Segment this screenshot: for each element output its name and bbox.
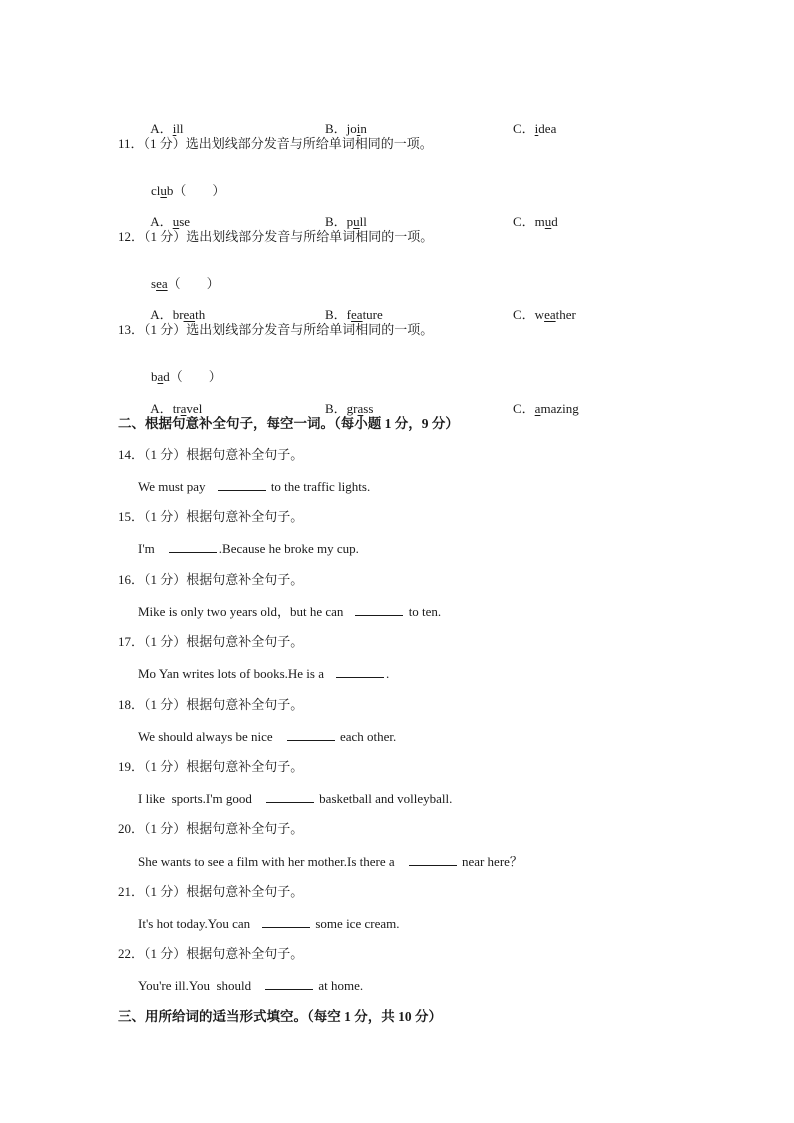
option-underlined: a [357,401,364,416]
sentence-before: We should always be nice [138,729,273,744]
sentence-after: to ten. [405,604,442,619]
word-pre: cl [151,183,161,198]
q20-sentence [138,853,523,870]
word-pre: b [151,369,158,384]
q14-stem: 14．（1 分）根据句意补全句子。 [118,447,304,462]
sentence-before: I like sports.I'm good [138,791,252,806]
q17-stem: 17．（1 分）根据句意补全句子。 [118,634,304,649]
q13-stem: 13．（1 分）选出划线部分发音与所给单词相同的一项。 [118,322,434,337]
q13-option-c [500,385,579,433]
q11-stem: 11．（1 分）选出划线部分发音与所给单词相同的一项。 [118,136,433,151]
q15-sentence [138,540,359,557]
option-post: ther [555,307,576,322]
q19-stem: 19．（1 分）根据句意补全句子。 [118,759,304,774]
option-underlined: u [544,214,552,229]
word-underlined: a [157,369,164,384]
sentence-before: We must pay [138,479,206,494]
answer-blank[interactable] [287,728,335,741]
answer-blank[interactable] [266,790,314,803]
q17-sentence [138,665,389,682]
option-post: n [360,121,367,136]
option-pre: jo [346,121,357,136]
option-post: d [551,214,558,229]
section-heading-2: 二、根据句意补全句子，每空一词。（每小题 1 分，9 分） [118,416,459,431]
option-post: ss [363,401,374,416]
option-underlined: u [353,214,360,229]
q21-sentence [138,915,399,932]
sentence-after: .Because he broke my cup. [218,541,359,556]
option-label: A． [150,307,173,322]
sentence-after: basketball and volleyball. [315,791,453,806]
option-post: ll [176,121,184,136]
option-label: B． [325,214,347,229]
sentence-before: You're ill.You should [138,978,252,993]
option-label: C． [513,121,535,136]
option-pre: p [346,214,354,229]
q12-stem: 12．（1 分）选出划线部分发音与所给单词相同的一项。 [118,229,434,244]
option-label: C． [513,401,535,416]
sentence-after: near here？ [458,854,523,869]
sentence-before: Mo Yan writes lots of books.He is a [138,666,324,681]
sentence-after: to the traffic lights. [267,479,371,494]
word-underlined: u [160,183,167,198]
q21-stem: 21．（1 分）根据句意补全句子。 [118,884,304,899]
option-pre: tr [172,401,181,416]
answer-blank[interactable] [262,915,310,928]
option-underlined: i [356,121,361,136]
sentence-after: . [385,666,390,681]
q14-sentence [138,478,370,495]
q12-option-c [500,291,576,339]
q20-stem: 20．（1 分）根据句意补全句子。 [118,821,304,836]
sentence-before: It's hot today.You can [138,916,251,931]
option-label: B． [325,121,347,136]
answer-blank[interactable] [355,603,403,616]
q11-option-c [500,198,558,246]
option-underlined: a [534,401,541,416]
option-label: A． [150,121,173,136]
option-underlined: ea [544,307,556,322]
answer-blank[interactable] [169,540,217,553]
sentence-before: Mike is only two years old，but he can [138,604,344,619]
option-post: th [195,307,206,322]
option-underlined: u [172,214,180,229]
option-pre: f [346,307,352,322]
sentence-after: at home. [315,978,364,993]
option-pre: gr [346,401,358,416]
option-label: A． [150,401,173,416]
option-underlined: ea [351,307,363,322]
option-post: se [179,214,191,229]
option-post: dea [538,121,557,136]
option-post: ll [359,214,367,229]
sentence-after: each other. [336,729,397,744]
option-pre: br [172,307,184,322]
option-label: B． [325,401,347,416]
q22-stem: 22．（1 分）根据句意补全句子。 [118,946,304,961]
option-underlined: i [172,121,177,136]
q10-option-c [500,105,556,153]
option-underlined: i [534,121,539,136]
option-pre: m [534,214,545,229]
option-underlined: ea [183,307,196,322]
option-pre: w [534,307,545,322]
q18-sentence [138,728,396,745]
option-post: vel [186,401,203,416]
section-heading-3: 三、用所给词的适当形式填空。（每空 1 分，共 10 分） [118,1009,442,1024]
q15-stem: 15．（1 分）根据句意补全句子。 [118,509,304,524]
answer-blank[interactable] [336,665,384,678]
answer-blank[interactable] [409,853,457,866]
answer-blank[interactable] [265,977,313,990]
word-pre: s [151,276,157,291]
option-label: B． [325,307,347,322]
sentence-before: She wants to see a film with her mother.Is there a [138,854,395,869]
answer-blank[interactable] [218,478,266,491]
sentence-before: I'm [138,541,155,556]
q16-sentence [138,603,441,620]
option-label: C． [513,307,535,322]
sentence-after: some ice cream. [312,916,400,931]
q16-stem: 16．（1 分）根据句意补全句子。 [118,572,304,587]
q22-sentence [138,977,363,994]
q18-stem: 18．（1 分）根据句意补全句子。 [118,697,304,712]
word-post: b [166,183,174,198]
word-underlined: ea [156,276,168,291]
word-post: d [163,369,170,384]
answer-paren: （ ） [169,369,222,384]
option-post: ture [362,307,383,322]
option-underlined: a [180,401,187,416]
answer-paren: （ ） [167,276,220,291]
option-label: A． [150,214,173,229]
answer-paren: （ ） [173,183,226,198]
q19-sentence [138,790,452,807]
option-post: mazing [540,401,579,416]
option-label: C． [513,214,535,229]
